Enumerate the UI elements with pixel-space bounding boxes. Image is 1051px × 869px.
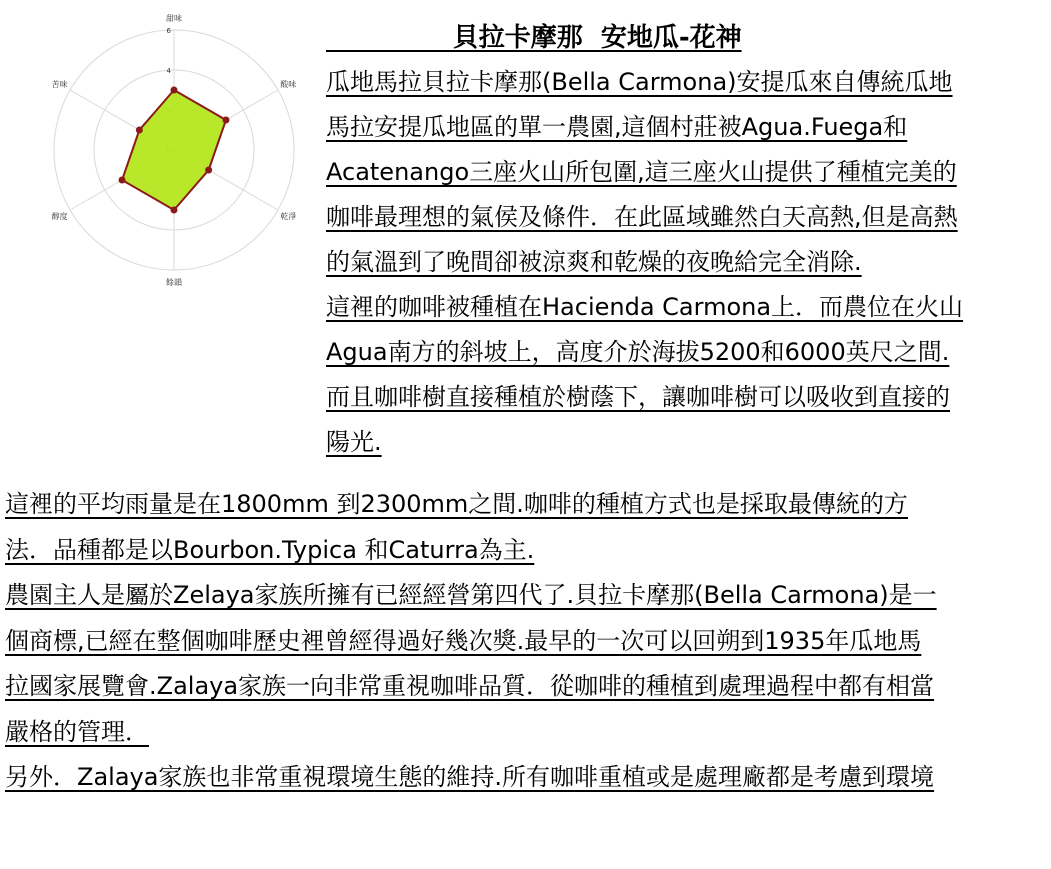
text-line: 農園主人是屬於Zelaya家族所擁有已經經營第四代了.貝拉卡摩那(Bella Carmona)是一 <box>5 581 937 609</box>
text-line: 個商標,已經在整個咖啡歷史裡曾經得過好幾次獎.最早的一次可以回朔到1935年瓜地馬 <box>5 626 922 655</box>
text-line: Agua南方的斜坡上，高度介於海拔5200和6000英尺之間. <box>326 338 950 366</box>
text-line: 嚴格的管理． <box>5 717 149 746</box>
axis-label: 醇度 <box>51 212 68 221</box>
radar-series <box>119 87 230 214</box>
text-line: 這裡的咖啡被種植在Hacienda Carmona上．而農位在火山 <box>326 293 964 321</box>
flavor-radar-chart <box>40 10 320 295</box>
data-point <box>171 87 178 94</box>
text-line: 的氣溫到了晚間卻被涼爽和乾燥的夜晚給完全消除. <box>326 248 862 276</box>
axis-label: 酸味 <box>280 80 297 89</box>
text-line: 咖啡最理想的氣侯及條件．在此區域雖然白天高熱,但是高熱 <box>326 203 958 231</box>
data-point <box>119 177 126 184</box>
data-point <box>171 207 178 214</box>
tick-label: 4 <box>166 67 171 75</box>
axis-label: 苦味 <box>51 80 68 89</box>
axis-label: 餘韻 <box>166 278 182 287</box>
text-line: 馬拉安提瓜地區的單一農園,這個村莊被Agua.Fuega和 <box>326 113 908 141</box>
axis-label: 乾淨 <box>280 212 297 221</box>
data-point <box>222 117 229 124</box>
data-point <box>205 167 212 174</box>
text-line: 法．品種都是以Bourbon.Typica 和Caturra為主. <box>5 535 535 564</box>
text-line: 而且咖啡樹直接種植於樹蔭下，讓咖啡樹可以吸收到直接的 <box>326 383 950 411</box>
text-line: Acatenango三座火山所包圍,這三座火山提供了種植完美的 <box>326 158 957 186</box>
text-line: 拉國家展覽會.Zalaya家族一向非常重視咖啡品質．從咖啡的種植到處理過程中都有相當 <box>5 672 935 700</box>
axis-label: 甜味 <box>166 14 182 23</box>
intro-paragraph <box>326 60 1038 465</box>
text-line: 瓜地馬拉貝拉卡摩那(Bella Carmona)安提瓜來自傳統瓜地 <box>326 68 953 96</box>
tick-label: 6 <box>166 27 171 35</box>
right-text-column <box>326 16 1038 465</box>
text-line: 另外．Zalaya家族也非常重視環境生態的維持.所有咖啡重植或是處理廠都是考慮到環境 <box>5 763 935 791</box>
data-point <box>136 127 143 134</box>
radar-area <box>122 90 226 210</box>
text-line: 這裡的平均雨量是在1800mm 到2300mm之間.咖啡的種植方式也是採取最傳統的方 <box>5 490 908 518</box>
page-title: 貝拉卡摩那 安地瓜-花神 <box>326 23 742 53</box>
body-paragraph <box>5 482 1045 801</box>
text-line: 陽光. <box>326 428 382 456</box>
